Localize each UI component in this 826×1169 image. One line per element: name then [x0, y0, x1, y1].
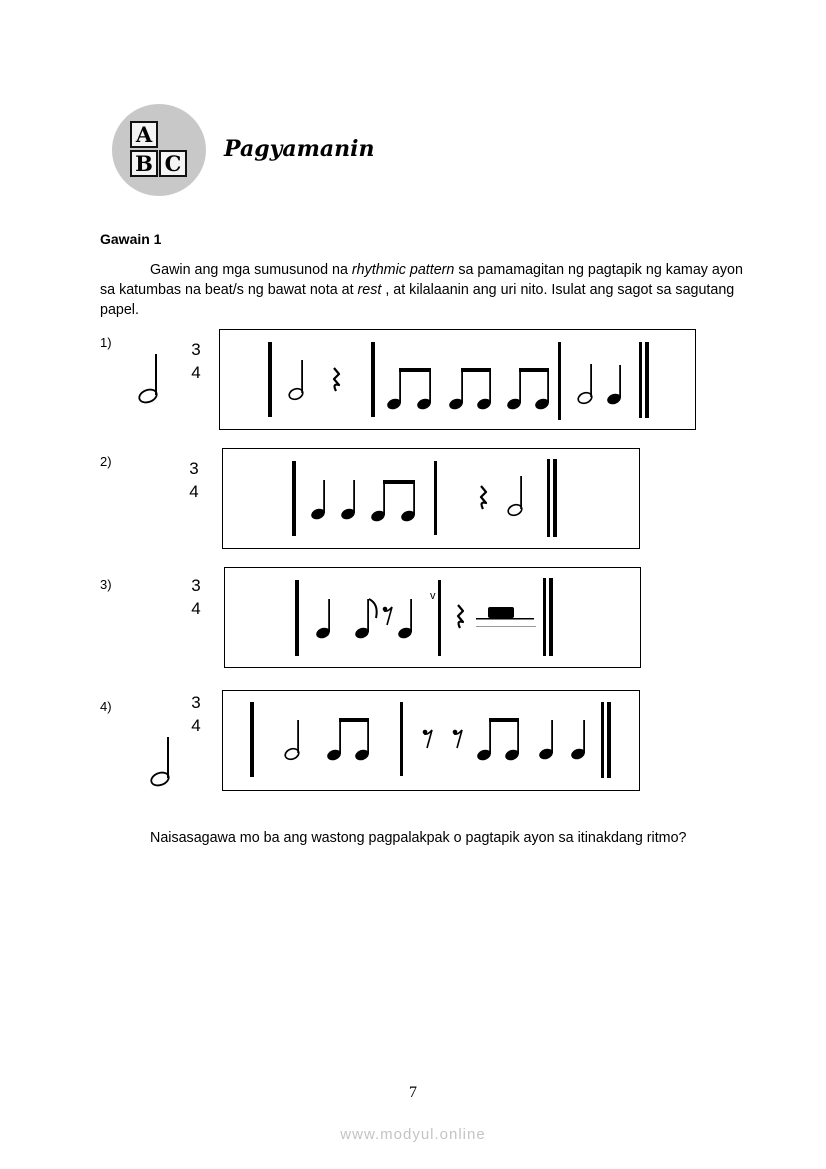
ex3-eighth-rest — [383, 607, 392, 625]
ex1-barline — [371, 342, 375, 417]
ex3-eighth-note-with-rest — [354, 599, 377, 640]
ex1-final-barline — [639, 342, 642, 418]
ex1-eighth-pair — [448, 368, 493, 411]
exercise-1-notation — [137, 342, 649, 420]
exercise-4-notation — [149, 702, 611, 788]
ex1-half-note — [288, 360, 305, 401]
watermark: www.modyul.online — [340, 1126, 486, 1143]
ex2-final-barline — [553, 459, 557, 537]
ex1-barline — [268, 342, 272, 417]
ex1-final-barline — [645, 342, 649, 418]
exercise-1-label: 1) — [100, 335, 112, 350]
logo-block-c: C — [159, 150, 187, 177]
ex3-barline — [438, 580, 441, 656]
ex2-quarter-note — [340, 480, 357, 521]
instructions: Gawin ang mga sumusunod na rhythmic pattern sa pamamagitan ng pagtapik ng kamay ayon sa katumbas na beat/s ng bawat nota at rest , at kilalaanin ang uri nito. Isulat ang sagot sa sagutang papel. — [100, 262, 743, 318]
exercise-2-notation — [292, 459, 557, 537]
ex2-quarter-rest — [481, 486, 486, 509]
ex1-reference-half-note — [137, 354, 158, 405]
exercise-3-mark: v — [430, 590, 436, 602]
ex4-barline — [400, 702, 403, 776]
ex4-quarter-note — [570, 720, 587, 761]
ex2-quarter-note — [310, 480, 327, 521]
ex3-half-rest — [476, 607, 536, 627]
ex2-half-note — [507, 476, 524, 517]
exercise-2-label: 2) — [100, 454, 112, 469]
ex1-half-note — [577, 364, 594, 405]
ex4-final-barline — [607, 702, 611, 778]
exercise-1-time-signature: 3 4 — [191, 340, 201, 382]
section-title: Pagyamanin — [224, 136, 375, 162]
ex1-quarter-rest — [334, 368, 339, 391]
ex4-final-barline — [601, 702, 604, 778]
ex2-barline — [292, 461, 296, 536]
logo-block-a: A — [130, 121, 158, 148]
exercise-2-time-signature: 3 4 — [189, 459, 199, 501]
ex1-barline — [558, 342, 561, 420]
ex4-eighth-rest — [423, 730, 432, 748]
ex4-quarter-note — [538, 720, 555, 761]
ex4-eighth-pair — [476, 718, 521, 762]
ex2-barline — [434, 461, 437, 535]
exercise-3-label: 3) — [100, 577, 112, 592]
exercise-4-time-signature: 3 4 — [191, 693, 201, 735]
ex3-quarter-rest — [458, 605, 463, 628]
ex3-final-barline — [543, 578, 546, 656]
ex3-barline — [295, 580, 299, 656]
logo-block-b: B — [130, 150, 158, 177]
ex1-quarter-note — [606, 365, 623, 406]
ex1-eighth-pair — [386, 368, 433, 411]
ex2-eighth-pair — [370, 480, 417, 523]
ex4-half-note — [284, 720, 301, 761]
exercise-3-notation — [295, 578, 553, 656]
ex4-reference-half-note — [149, 737, 170, 788]
reflection-question: Naisasagawa mo ba ang wastong pagpalakpak o pagtapik ayon sa itinakdang ritmo? — [150, 830, 687, 846]
ex4-eighth-pair — [326, 718, 371, 762]
ex1-eighth-pair — [506, 368, 551, 411]
page-number: 7 — [409, 1084, 417, 1101]
ex3-quarter-note — [315, 599, 332, 640]
ex4-barline — [250, 702, 254, 777]
ex2-final-barline — [547, 459, 550, 537]
exercise-3-time-signature: 3 4 — [191, 576, 201, 618]
activity-heading: Gawain 1 — [100, 231, 162, 247]
ex3-quarter-note — [397, 599, 414, 640]
ex3-final-barline — [549, 578, 553, 656]
exercise-4-label: 4) — [100, 699, 112, 714]
ex4-eighth-rest — [453, 730, 462, 748]
